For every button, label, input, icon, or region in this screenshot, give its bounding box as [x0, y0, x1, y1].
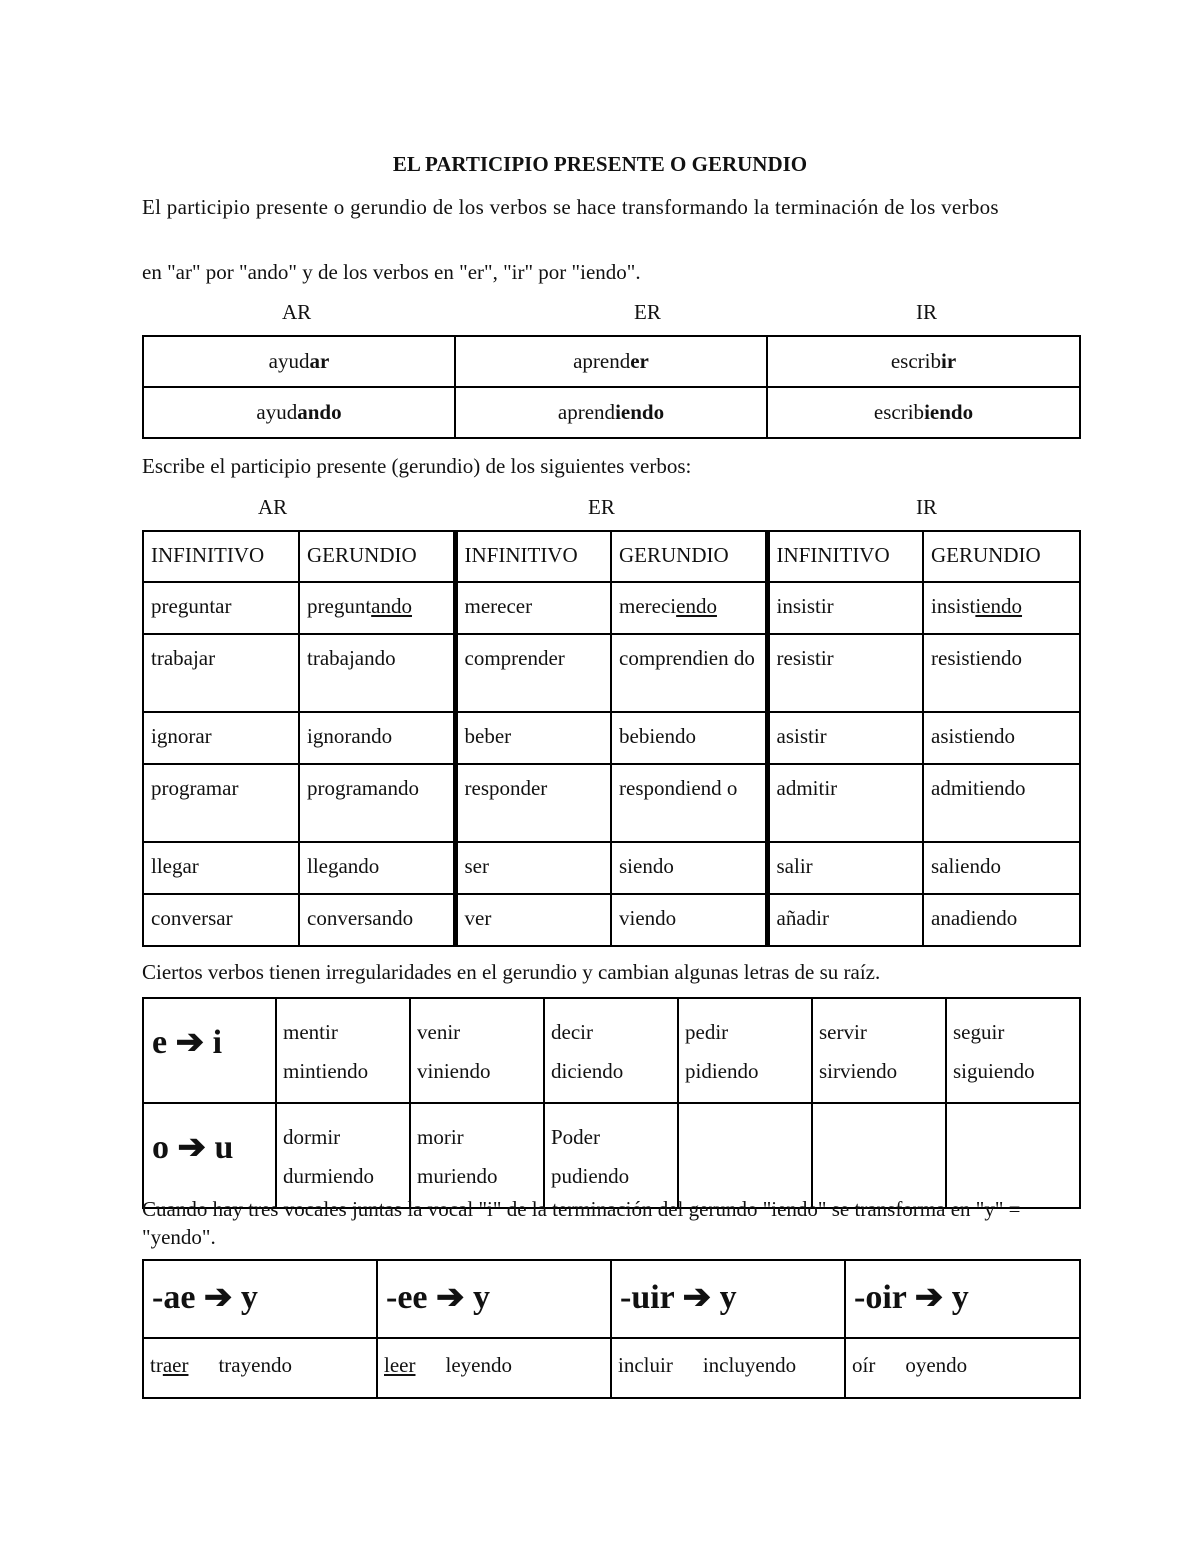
group-label-er: ER	[634, 300, 661, 324]
infinitive-cell: beber	[455, 712, 611, 764]
infinitive-cell: merecer	[455, 582, 611, 634]
verb-cell	[678, 998, 812, 1103]
table-row	[143, 582, 1080, 634]
gerund-cell	[611, 582, 767, 634]
infinitive-cell: comprender	[455, 634, 611, 712]
table-row	[143, 842, 1080, 894]
rule-to: y	[951, 1279, 969, 1316]
exercise-prompt: Escribe el participio presente (gerundio) de los siguientes verbos:	[142, 454, 692, 478]
cell-aprendiendo	[455, 387, 767, 438]
verb-cell	[812, 998, 946, 1103]
table-row	[143, 764, 1080, 842]
arrow-icon: ➔	[203, 1279, 233, 1316]
ending: endo	[676, 594, 717, 618]
e-to-i-label	[143, 998, 276, 1103]
from-vowel: e	[152, 1024, 168, 1061]
infinitive-cell: ser	[455, 842, 611, 894]
infinitive: oír	[852, 1353, 876, 1377]
cell-escribir	[767, 336, 1080, 387]
empty-cell	[812, 1103, 946, 1208]
rule-from: -ae	[152, 1279, 196, 1316]
table-row	[143, 894, 1080, 946]
group-label-ar: AR	[282, 300, 312, 324]
group-label-er: ER	[588, 495, 615, 519]
gerund: sirviendo	[819, 1059, 898, 1083]
gerund: mintiendo	[283, 1059, 369, 1083]
group-label-ar: AR	[258, 495, 288, 519]
rule-ae	[143, 1260, 377, 1338]
infinitive: mentir	[283, 1020, 338, 1044]
example-cell	[611, 1338, 845, 1398]
vowels-table	[142, 1259, 1081, 1399]
ending: er	[630, 349, 649, 373]
table-row	[143, 712, 1080, 764]
verb-cell	[276, 1103, 410, 1208]
infinitive-cell: añadir	[767, 894, 923, 946]
gerund: incluyendo	[702, 1353, 797, 1377]
gerund: durmiendo	[283, 1164, 374, 1188]
verb-cell	[946, 998, 1080, 1103]
infinitive-cell: conversar	[143, 894, 299, 946]
rule-from: -uir	[620, 1279, 675, 1316]
gerund-cell: viendo	[611, 894, 767, 946]
gerund-cell: respondiend o	[611, 764, 767, 842]
example-cell	[143, 1338, 377, 1398]
verb-cell	[544, 1103, 678, 1208]
stem: ayud	[256, 400, 298, 424]
example-cell	[377, 1338, 611, 1398]
example-row	[143, 1338, 1080, 1398]
gerund-cell: siendo	[611, 842, 767, 894]
infinitive: servir	[819, 1020, 867, 1044]
stem: insist	[931, 594, 976, 618]
stem: aprend	[557, 400, 616, 424]
infinitive-cell: llegar	[143, 842, 299, 894]
gerund-cell: admitiendo	[923, 764, 1080, 842]
infinitive: tr	[150, 1353, 163, 1377]
infinitive-cell: salir	[767, 842, 923, 894]
gerund-cell	[299, 582, 455, 634]
header-row	[143, 531, 1080, 582]
infinitive: venir	[417, 1020, 461, 1044]
verb-cell	[544, 998, 678, 1103]
gerund-cell	[923, 582, 1080, 634]
infinitive: pedir	[685, 1020, 729, 1044]
rule-to: y	[240, 1279, 258, 1316]
empty-cell	[946, 1103, 1080, 1208]
infinitive-cell: insistir	[767, 582, 923, 634]
infinitive: leer	[384, 1353, 416, 1377]
table-row	[143, 634, 1080, 712]
arrow-icon: ➔	[914, 1279, 944, 1316]
ending: ando	[371, 594, 412, 618]
to-vowel: u	[214, 1129, 234, 1166]
arrow-icon: ➔	[175, 1024, 205, 1061]
gerund: pudiendo	[551, 1164, 630, 1188]
cell-aprender	[455, 336, 767, 387]
rule-from: -ee	[386, 1279, 428, 1316]
example-table	[142, 335, 1081, 439]
stem: ayud	[268, 349, 310, 373]
ending: ar	[309, 349, 330, 373]
gerund-cell: ignorando	[299, 712, 455, 764]
rule-ee	[377, 1260, 611, 1338]
infinitive-cell: asistir	[767, 712, 923, 764]
stem: escrib	[890, 349, 941, 373]
infinitive-cell: preguntar	[143, 582, 299, 634]
header-cell: INFINITIVO	[767, 531, 923, 582]
ending: iendo	[975, 594, 1023, 618]
gerund-cell: saliendo	[923, 842, 1080, 894]
infinitive: incluir	[618, 1353, 673, 1377]
infinitive: decir	[551, 1020, 593, 1044]
infinitive-row	[143, 336, 1080, 387]
gerund-cell: resistiendo	[923, 634, 1080, 712]
gerund-cell: asistiendo	[923, 712, 1080, 764]
gerund-cell: comprendien do	[611, 634, 767, 712]
infinitive-cell: trabajar	[143, 634, 299, 712]
header-cell: GERUNDIO	[923, 531, 1080, 582]
infinitive-cell: responder	[455, 764, 611, 842]
infinitive-cell: ver	[455, 894, 611, 946]
infinitive-cell: programar	[143, 764, 299, 842]
gerund: diciendo	[551, 1059, 624, 1083]
o-to-u-row	[143, 1103, 1080, 1208]
infinitive: dormir	[283, 1125, 341, 1149]
gerund: leyendo	[445, 1353, 512, 1377]
infinitive: morir	[417, 1125, 464, 1149]
empty-cell	[678, 1103, 812, 1208]
header-cell: INFINITIVO	[143, 531, 299, 582]
intro-paragraph-2: en "ar" por "ando" y de los verbos en "er", "ir" por "iendo".	[142, 260, 641, 284]
group-label-ir: IR	[916, 495, 937, 519]
verb-cell	[410, 998, 544, 1103]
rule-row	[143, 1260, 1080, 1338]
gerund: trayendo	[218, 1353, 292, 1377]
cell-ayudar	[143, 336, 455, 387]
vowels-prompt: Cuando hay tres vocales juntas la vocal "i" de la terminación del gerundo "iendo" se transforma en "y" = "yendo".	[142, 1197, 1021, 1249]
stem: pregunt	[307, 594, 372, 618]
gerund-cell: conversando	[299, 894, 455, 946]
stem: escrib	[873, 400, 925, 424]
verb-cell	[276, 998, 410, 1103]
arrow-icon: ➔	[682, 1279, 712, 1316]
gerund: oyendo	[905, 1353, 968, 1377]
gerund: siguiendo	[953, 1059, 1035, 1083]
cell-ayudando	[143, 387, 455, 438]
infinitive: seguir	[953, 1020, 1005, 1044]
to-vowel: i	[212, 1024, 223, 1061]
infinitive-cell: ignorar	[143, 712, 299, 764]
ending: iendo	[924, 400, 974, 424]
intro-paragraph: El participio presente o gerundio de los verbos se hace transformando la terminación de los verbos	[142, 195, 999, 219]
from-vowel: o	[152, 1129, 169, 1166]
gerund: muriendo	[417, 1164, 498, 1188]
rule-to: y	[719, 1279, 737, 1316]
o-to-u-label	[143, 1103, 276, 1208]
gerund: viniendo	[417, 1059, 491, 1083]
header-cell: GERUNDIO	[611, 531, 767, 582]
rule-uir	[611, 1260, 845, 1338]
rule-from: -oir	[854, 1279, 907, 1316]
ending: ir	[941, 349, 957, 373]
arrow-icon: ➔	[177, 1129, 206, 1166]
arrow-icon: ➔	[436, 1279, 465, 1316]
irregular-table	[142, 997, 1081, 1209]
gerund-cell: bebiendo	[611, 712, 767, 764]
group-label-ir: IR	[916, 300, 937, 324]
infinitive-cell: resistir	[767, 634, 923, 712]
irregular-prompt: Ciertos verbos tienen irregularidades en el gerundio y cambian algunas letras de su raíz.	[142, 960, 881, 984]
header-cell: GERUNDIO	[299, 531, 455, 582]
page-title: EL PARTICIPIO PRESENTE O GERUNDIO	[392, 152, 808, 176]
stem: aprend	[573, 349, 631, 373]
gerund: pidiendo	[685, 1059, 759, 1083]
stem: mereci	[619, 594, 677, 618]
example-cell	[845, 1338, 1080, 1398]
infinitive-ending: aer	[162, 1353, 189, 1377]
e-to-i-row	[143, 998, 1080, 1103]
exercise-table	[142, 530, 1081, 947]
gerund-row	[143, 387, 1080, 438]
verb-cell	[410, 1103, 544, 1208]
gerund-cell: programando	[299, 764, 455, 842]
infinitive: Poder	[551, 1125, 600, 1149]
ending: ando	[297, 400, 342, 424]
infinitive-cell: admitir	[767, 764, 923, 842]
rule-oir	[845, 1260, 1080, 1338]
cell-escribiendo	[767, 387, 1080, 438]
gerund-cell: anadiendo	[923, 894, 1080, 946]
rule-to: y	[473, 1279, 491, 1316]
header-cell: INFINITIVO	[455, 531, 611, 582]
gerund-cell: llegando	[299, 842, 455, 894]
ending: iendo	[615, 400, 665, 424]
gerund-cell: trabajando	[299, 634, 455, 712]
